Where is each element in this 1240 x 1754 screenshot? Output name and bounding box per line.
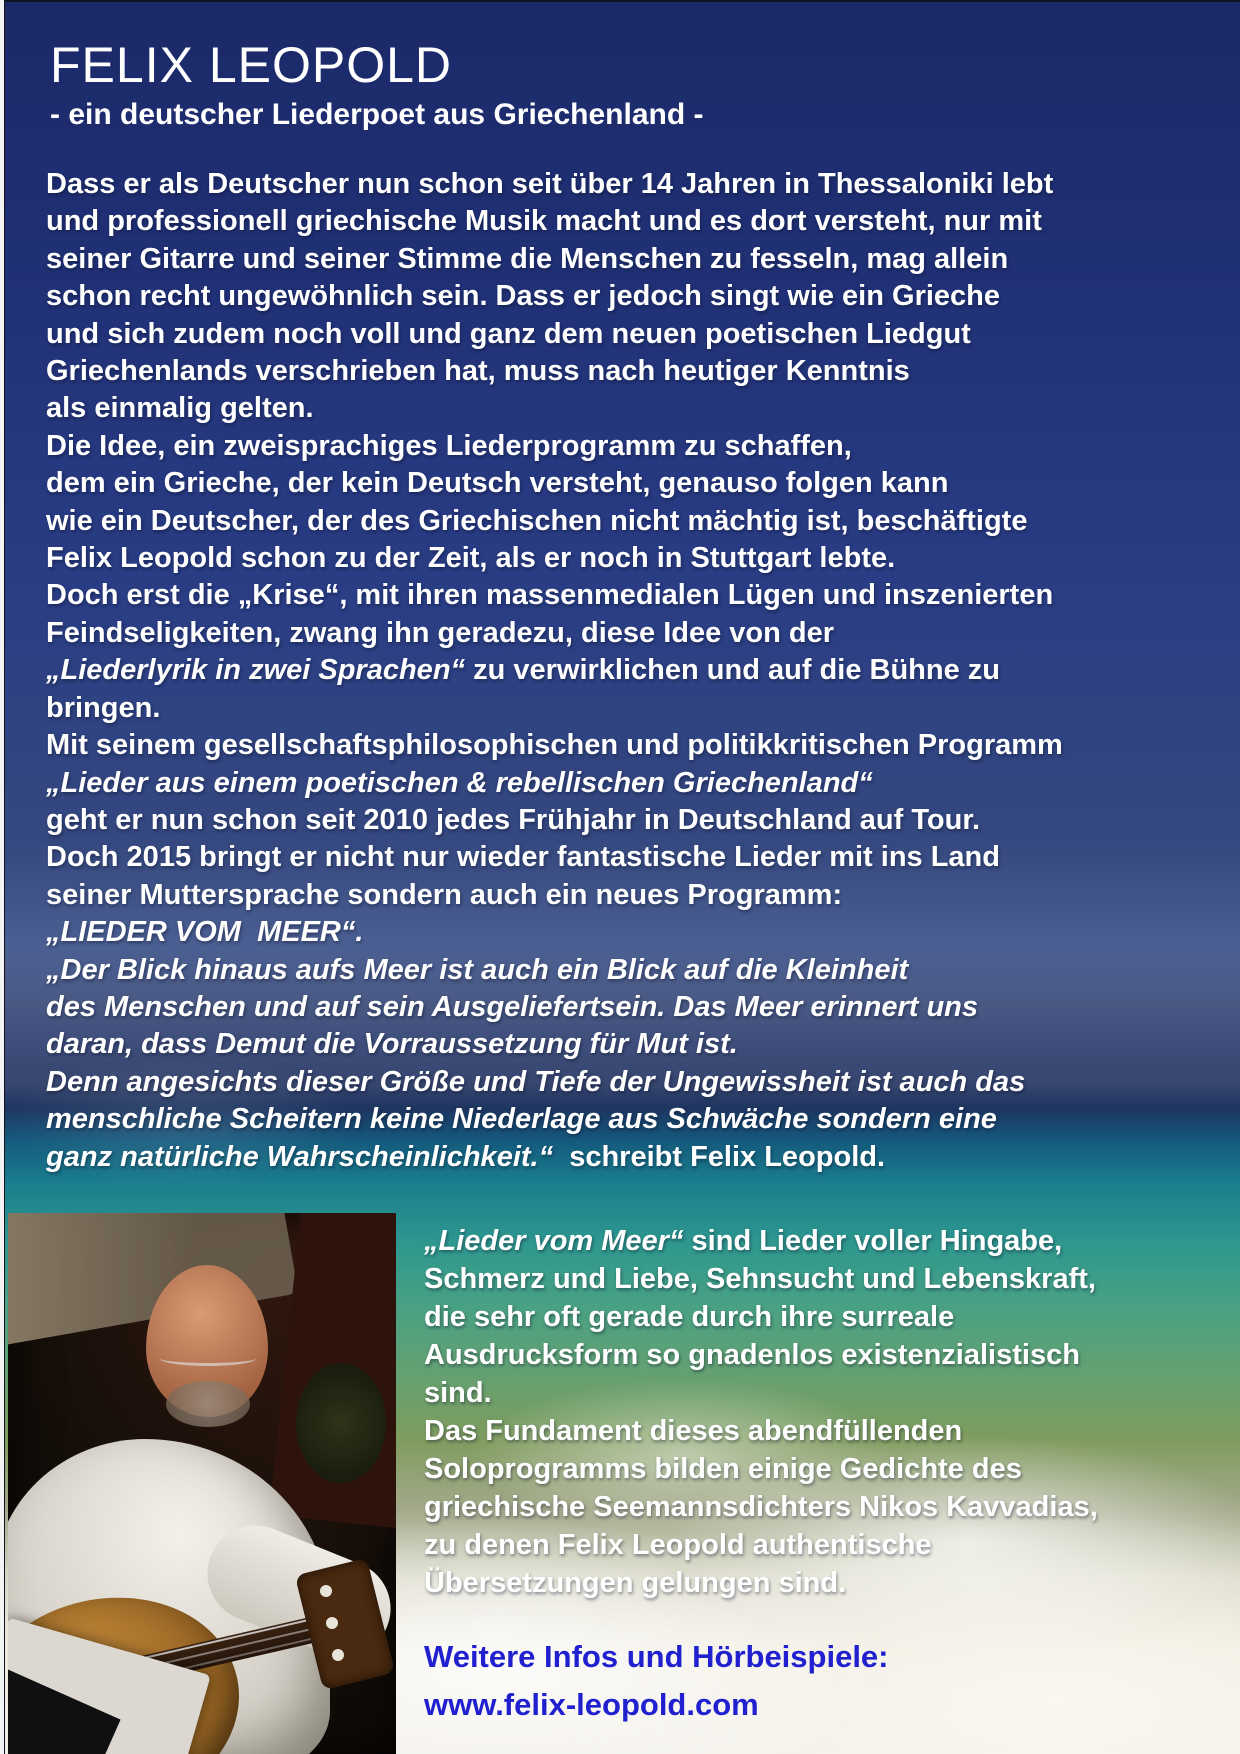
beard-shape — [166, 1381, 250, 1427]
text-line: Feindseligkeiten, zwang ihn geradezu, diese Idee von der — [46, 616, 835, 649]
tuning-peg-shape — [320, 1585, 332, 1597]
footer-info-label: Weitere Infos und Hörbeispiele: — [424, 1639, 889, 1674]
text-line: „Liederlyrik in zwei Sprachen“ zu verwirklichen und auf die Bühne zu — [46, 654, 1000, 687]
glasses-shape — [160, 1351, 256, 1366]
text-line: Die Idee, ein zweisprachiges Liederprogramm zu schaffen, — [46, 429, 852, 462]
text-line: Übersetzungen gelungen sind. — [424, 1567, 847, 1599]
text-line: Griechenlands verschrieben hat, muss nach heutiger Kenntnis — [46, 355, 910, 388]
text-line: Dass er als Deutscher nun schon seit über 14 Jahren in Thessaloniki lebt — [46, 168, 1054, 200]
text-line: schon recht ungewöhnlich sein. Dass er jedoch singt wie ein Grieche — [46, 280, 1001, 313]
main-text — [46, 166, 1224, 1176]
text-line: des Menschen und auf sein Ausgeliefertsein. Das Meer erinnert uns — [46, 990, 979, 1023]
text-line: „Der Blick hinaus aufs Meer ist auch ein Blick auf die Kleinheit — [46, 953, 909, 986]
text-line: Doch 2015 bringt er nicht nur wieder fantastische Lieder mit ins Land — [46, 841, 1000, 874]
text-line: ganz natürliche Wahrscheinlichkeit.“ schreibt Felix Leopold. — [46, 1140, 886, 1173]
footer — [424, 1633, 889, 1729]
text-line: „Lieder aus einem poetischen & rebellischen Griechenland“ — [46, 766, 873, 799]
side-text — [424, 1222, 1214, 1602]
text-line: Ausdrucksform so gnadenlos existenzialistisch — [424, 1339, 1080, 1371]
text-line: wie ein Deutscher, der des Griechischen nicht mächtig ist, beschäftigte — [46, 504, 1028, 537]
text-line: Soloprogramms bilden einige Gedichte des — [424, 1453, 1022, 1485]
text-line: Denn angesichts dieser Größe und Tiefe der Ungewissheit ist auch das — [46, 1065, 1026, 1098]
text-line: menschliche Scheitern keine Niederlage aus Schwäche sondern eine — [46, 1103, 997, 1136]
text-line: „Lieder vom Meer“ sind Lieder voller Hingabe, — [424, 1225, 1063, 1257]
text-line: bringen. — [46, 691, 161, 724]
text-line: Schmerz und Liebe, Sehnsucht und Lebenskraft, — [424, 1263, 1096, 1295]
text-line: Mit seinem gesellschaftsphilosophischen und politikkritischen Programm — [46, 729, 1063, 762]
text-line: sind. — [424, 1377, 492, 1409]
text-line: geht er nun schon seit 2010 jedes Frühjahr in Deutschland auf Tour. — [46, 803, 981, 836]
text-line: und sich zudem noch voll und ganz dem neuen poetischen Liedgut — [46, 317, 971, 350]
page-subtitle: - ein deutscher Liederpoet aus Griechenland - — [50, 98, 704, 131]
text-line: als einmalig gelten. — [46, 392, 314, 425]
text-line: Doch erst die „Krise“, mit ihren massenmedialen Lügen und inszenierten — [46, 579, 1054, 612]
text-line: seiner Gitarre und seiner Stimme die Menschen zu fesseln, mag allein — [46, 242, 1009, 275]
text-line: Felix Leopold schon zu der Zeit, als er noch in Stuttgart lebte. — [46, 542, 896, 575]
text-line: die sehr oft gerade durch ihre surreale — [424, 1301, 955, 1333]
text-line: daran, dass Demut die Vorraussetzung für Mut ist. — [46, 1028, 738, 1061]
tuning-peg-shape — [326, 1617, 338, 1629]
text-line: zu denen Felix Leopold authentische — [424, 1529, 932, 1561]
text-line: Das Fundament dieses abendfüllenden — [424, 1415, 963, 1447]
text-line: und professionell griechische Musik macht und es dort versteht, nur mit — [46, 205, 1042, 238]
text-line: „LIEDER VOM MEER“. — [46, 916, 364, 949]
text-line: dem ein Grieche, der kein Deutsch versteht, genauso folgen kann — [46, 467, 949, 500]
felix-leopold-photo — [8, 1213, 396, 1754]
foliage-shape — [296, 1363, 386, 1483]
page-title: FELIX LEOPOLD — [50, 37, 453, 93]
tuning-peg-shape — [332, 1649, 344, 1661]
text-line: griechische Seemannsdichters Nikos Kavvadias, — [424, 1491, 1098, 1523]
header — [50, 37, 704, 132]
website-link[interactable]: www.felix-leopold.com — [424, 1687, 759, 1722]
text-line: seiner Muttersprache sondern auch ein neues Programm: — [46, 878, 843, 911]
